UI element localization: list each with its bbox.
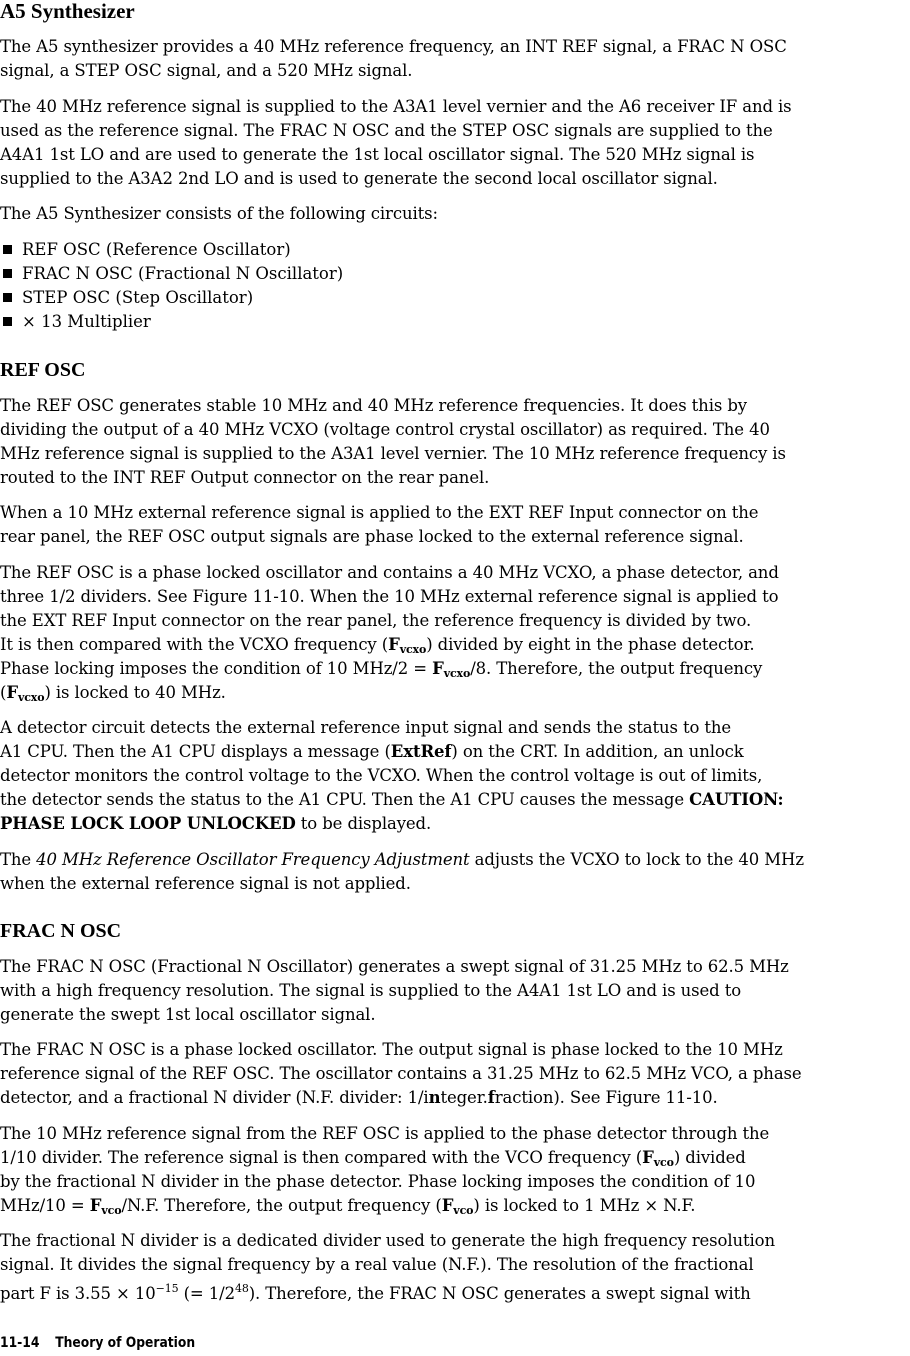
square-bullet-icon (3, 269, 12, 278)
text-line (0, 633, 910, 657)
emphasis-letter: n (428, 1088, 441, 1107)
text-line: supplied to the A3A2 2nd LO and is used to generate the second local oscillator signal. (0, 169, 718, 188)
section-heading-ref-osc: REF OSC (0, 359, 86, 381)
text-run: ) is locked to 1 MHz × N.F. (473, 1196, 696, 1215)
fvco-symbol (442, 1196, 474, 1215)
text-line: The 10 MHz reference signal from the REF OSC is applied to the phase detector through the (0, 1124, 770, 1143)
intro-paragraph-3 (0, 202, 910, 226)
text-line: signal, a STEP OSC signal, and a 520 MHz signal. (0, 61, 413, 80)
fvco-symbol (642, 1148, 674, 1167)
text-run: adjusts the VCXO to lock to the 40 MHz (469, 850, 804, 869)
text-run: ) divided by eight in the phase detector. (426, 635, 755, 654)
text-run: ) is locked to 40 MHz. (44, 683, 226, 702)
symbol-main: F (441, 1196, 454, 1215)
text-line (0, 1146, 910, 1170)
text-line (0, 1194, 910, 1218)
text-run: ) divided (673, 1148, 746, 1167)
crt-message-unlocked: PHASE LOCK LOOP UNLOCKED (0, 814, 296, 833)
intro-paragraph-2 (0, 95, 910, 191)
crt-message-extref: ExtRef (390, 742, 452, 761)
text-line: The fractional N divider is a dedicated divider used to generate the high frequency resolution (0, 1231, 775, 1250)
ref-osc-paragraph-5 (0, 848, 910, 896)
ref-osc-paragraph-4 (0, 716, 910, 836)
text-run: 1/10 divider. The reference signal is then compared with the VCO frequency ( (0, 1148, 643, 1167)
text-line (0, 681, 910, 705)
footer-section-title: Theory of Operation (55, 1335, 196, 1351)
text-line (0, 1086, 910, 1110)
symbol-main: F (642, 1148, 654, 1167)
text-line: generate the swept 1st local oscillator signal. (0, 1005, 376, 1024)
list-item-label: STEP OSC (Step Oscillator) (22, 288, 254, 307)
text-line (0, 657, 910, 681)
exponent: 48 (234, 1282, 249, 1295)
text-line: A4A1 1st LO and are used to generate the 1st local oscillator signal. The 520 MHz signal is (0, 145, 755, 164)
text-run: /N.F. Therefore, the output frequency ( (121, 1196, 442, 1215)
text-line: The 40 MHz reference signal is supplied to the A3A1 level vernier and the A6 receiver IF and is (0, 97, 792, 116)
crt-message-caution: CAUTION: (689, 790, 784, 809)
text-run: /8. Therefore, the output frequency (470, 659, 763, 678)
list-item-label: REF OSC (Reference Oscillator) (22, 240, 291, 259)
text-line: MHz reference signal is supplied to the A3A1 level vernier. The 10 MHz reference frequency is (0, 444, 786, 463)
symbol-main: F (6, 683, 18, 702)
ref-osc-paragraph-2 (0, 501, 910, 549)
text-run: ) on the CRT. In addition, an unlock (451, 742, 744, 761)
text-line: The FRAC N OSC (Fractional N Oscillator) generates a swept signal of 31.25 MHz to 62.5 MHz (0, 957, 789, 976)
symbol-subscript: vcxo (399, 643, 427, 656)
text-line: The REF OSC is a phase locked oscillator and contains a 40 MHz VCXO, a phase detector, and (0, 563, 779, 582)
text-line: with a high frequency resolution. The signal is supplied to the A4A1 1st LO and is used to (0, 981, 742, 1000)
text-line (0, 1277, 910, 1301)
text-line: The REF OSC generates stable 10 MHz and 40 MHz reference frequencies. It does this by (0, 396, 747, 415)
text-run: to be displayed. (295, 814, 432, 833)
list-item (0, 238, 343, 262)
square-bullet-icon (3, 245, 12, 254)
section-heading-frac-n-osc: FRAC N OSC (0, 920, 122, 942)
text-line: When a 10 MHz external reference signal is applied to the EXT REF Input connector on the (0, 503, 759, 522)
emphasis-letter: f (487, 1088, 495, 1107)
text-run: the detector sends the status to the A1 CPU. Then the A1 CPU causes the message (0, 790, 690, 809)
list-item (0, 310, 343, 334)
frac-n-paragraph-4 (0, 1229, 910, 1301)
symbol-subscript: vco (653, 1156, 674, 1169)
page-number: 11-14 (0, 1335, 40, 1351)
square-bullet-icon (3, 293, 12, 302)
text-run: ( (0, 683, 7, 702)
exponent: −15 (155, 1282, 179, 1295)
text-run: The (0, 850, 37, 869)
text-line: detector monitors the control voltage to the VCXO. When the control voltage is out of limits, (0, 766, 763, 785)
frac-n-paragraph-1 (0, 955, 910, 1027)
intro-paragraph-1 (0, 35, 910, 83)
page-footer (0, 1334, 195, 1352)
text-line (0, 812, 910, 836)
text-line: The A5 Synthesizer consists of the following circuits: (0, 204, 438, 223)
frac-n-paragraph-2 (0, 1038, 910, 1110)
text-line: by the fractional N divider in the phase detector. Phase locking imposes the condition of 10 (0, 1172, 756, 1191)
text-line (0, 740, 910, 764)
fvcxo-symbol (6, 683, 44, 702)
fvcxo-symbol (432, 659, 470, 678)
ref-osc-paragraph-3 (0, 561, 910, 705)
text-run: MHz/10 = (0, 1196, 90, 1215)
text-run: A1 CPU. Then the A1 CPU displays a message ( (0, 742, 391, 761)
text-run: (= 1/2 (178, 1284, 235, 1303)
text-line (0, 788, 910, 812)
symbol-subscript: vcxo (17, 691, 45, 704)
text-run: detector, and a fractional N divider (N.F. divider: 1/i (0, 1088, 429, 1107)
text-line: The A5 synthesizer provides a 40 MHz reference frequency, an INT REF signal, a FRAC N OSC (0, 37, 787, 56)
text-run: raction). See Figure 11-10. (494, 1088, 718, 1107)
list-item (0, 286, 343, 310)
text-line: when the external reference signal is not applied. (0, 874, 411, 893)
symbol-subscript: vco (453, 1204, 474, 1217)
text-run: It is then compared with the VCXO frequency ( (0, 635, 389, 654)
list-item (0, 262, 343, 286)
text-line: routed to the INT REF Output connector on the rear panel. (0, 468, 490, 487)
text-line: three 1/2 dividers. See Figure 11-10. When the 10 MHz external reference signal is applied to (0, 587, 779, 606)
text-line: signal. It divides the signal frequency by a real value (N.F.). The resolution of the fractional (0, 1255, 754, 1274)
circuit-list (0, 238, 343, 334)
list-item-label: × 13 Multiplier (22, 312, 151, 331)
page-title: A5 Synthesizer (0, 0, 135, 23)
text-line: the EXT REF Input connector on the rear panel, the reference frequency is divided by two. (0, 611, 752, 630)
adjustment-procedure-reference: 40 MHz Reference Oscillator Frequency Adjustment (36, 850, 470, 869)
square-bullet-icon (3, 317, 12, 326)
text-run: Phase locking imposes the condition of 10 MHz/2 = (0, 659, 433, 678)
text-run: part F is 3.55 × 10 (0, 1284, 156, 1303)
symbol-main: F (89, 1196, 102, 1215)
text-line: reference signal of the REF OSC. The oscillator contains a 31.25 MHz to 62.5 MHz VCO, a phase (0, 1064, 802, 1083)
text-line: A detector circuit detects the external reference input signal and sends the status to the (0, 718, 732, 737)
text-line: rear panel, the REF OSC output signals are phase locked to the external reference signal. (0, 527, 744, 546)
symbol-main: F (388, 635, 400, 654)
text-run: ). Therefore, the FRAC N OSC generates a swept signal with (248, 1284, 751, 1303)
frac-n-paragraph-3 (0, 1122, 910, 1218)
text-run: teger. (440, 1088, 488, 1107)
text-line: used as the reference signal. The FRAC N OSC and the STEP OSC signals are supplied to the (0, 121, 773, 140)
fvco-symbol (90, 1196, 122, 1215)
symbol-subscript: vco (101, 1204, 122, 1217)
list-item-label: FRAC N OSC (Fractional N Oscillator) (22, 264, 344, 283)
symbol-main: F (432, 659, 444, 678)
fvcxo-symbol (388, 635, 426, 654)
ref-osc-paragraph-1 (0, 394, 910, 490)
text-line: The FRAC N OSC is a phase locked oscillator. The output signal is phase locked to the 10 MHz (0, 1040, 783, 1059)
text-line: dividing the output of a 40 MHz VCXO (voltage control crystal oscillator) as required. The 40 (0, 420, 770, 439)
symbol-subscript: vcxo (443, 667, 471, 680)
text-line (0, 848, 910, 872)
